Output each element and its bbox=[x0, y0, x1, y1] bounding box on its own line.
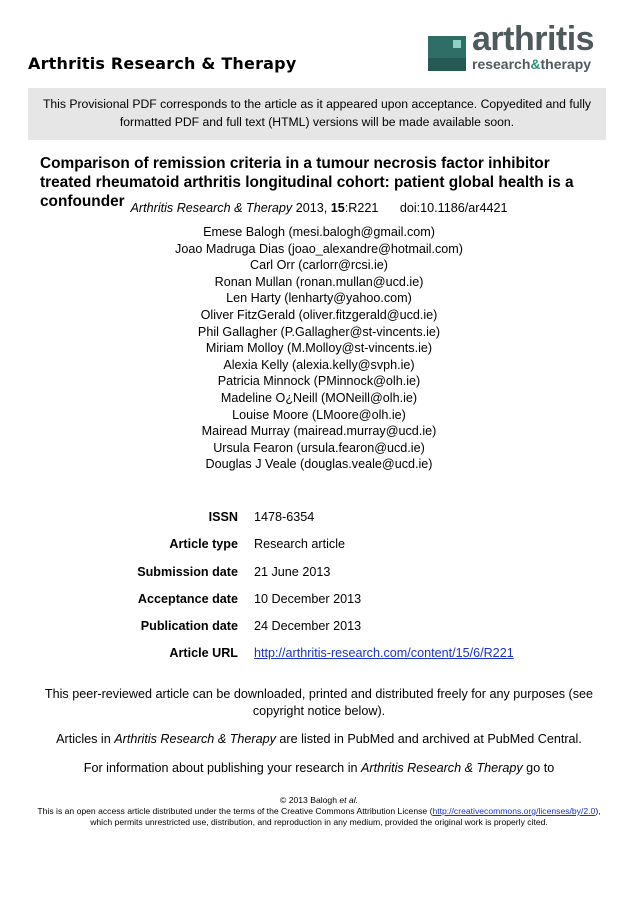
author-list bbox=[0, 224, 638, 473]
meta-row: ISSN 1478-6354 bbox=[208, 510, 315, 524]
journal-name: Arthritis Research & Therapy bbox=[28, 54, 297, 73]
author-item: Oliver FitzGerald (oliver.fitzgerald@ucd.ie) bbox=[200, 307, 438, 322]
meta-row: Article URL http://arthritis-research.com/content/15/6/R221 bbox=[169, 646, 514, 661]
logo-subword: research&therapy bbox=[472, 56, 592, 72]
doi: doi:10.1186/ar4421 bbox=[399, 201, 508, 215]
author-item: Douglas J Veale (douglas.veale@ucd.ie) bbox=[205, 457, 433, 472]
publishing-info: For information about publishing your research in Arthritis Research & Therapy go to bbox=[83, 761, 555, 775]
citation-line: Arthritis Research & Therapy 2013, 15:R221 doi:10.1186/ar4421 bbox=[130, 201, 508, 215]
author-item: Ronan Mullan (ronan.mullan@ucd.ie) bbox=[214, 274, 424, 289]
article-metadata bbox=[0, 510, 638, 674]
article-title: Comparison of remission criteria in a tumour necrosis factor inhibitor treated rheumatoid arthritis longitudinal cohort: patient global health is a confounder bbox=[40, 155, 574, 210]
meta-row: Publication date 24 December 2013 bbox=[140, 619, 362, 634]
author-item: Phil Gallagher (P.Gallagher@st-vincents.ie) bbox=[197, 324, 441, 339]
logo-word: arthritis bbox=[472, 20, 595, 58]
logo-mark-icon bbox=[428, 36, 466, 71]
author-item: Ursula Fearon (ursula.fearon@ucd.ie) bbox=[213, 440, 425, 455]
license-text: This is an open access article distributed under the terms of the Creative Commons Attribution License (http://creativecommons.org/licenses/by/2.0), which permits unrestricted use, distribution, and reproduction in any medium, provided the original work is properly cited. bbox=[37, 806, 601, 827]
citation-journal: Arthritis Research & Therapy bbox=[130, 201, 293, 215]
provisional-notice: This Provisional PDF corresponds to the article as it appeared upon acceptance. Copyedited and fully formatted PDF and full text (HTML) versions will be made available soon. bbox=[28, 88, 606, 140]
author-item: Miriam Molloy (M.Molloy@st-vincents.ie) bbox=[205, 341, 433, 356]
article-url-link[interactable]: http://arthritis-research.com/content/15/6/R221 bbox=[254, 646, 514, 661]
author-item: Patricia Minnock (PMinnock@olh.ie) bbox=[217, 374, 421, 389]
meta-row: Article type Research article bbox=[169, 537, 345, 552]
author-item: Carl Orr (carlorr@rcsi.ie) bbox=[249, 258, 388, 273]
copyright-notice bbox=[0, 795, 638, 828]
author-item: Louise Moore (LMoore@olh.ie) bbox=[232, 407, 406, 422]
peer-reviewed-note: This peer-reviewed article can be downloaded, printed and distributed freely for any purposes (see copyright notice below). bbox=[44, 687, 594, 718]
author-item: Madeline O¿Neill (MONeill@olh.ie) bbox=[220, 390, 418, 405]
author-item: Joao Madruga Dias (joao_alexandre@hotmail.com) bbox=[175, 241, 463, 256]
pubmed-note: Articles in Arthritis Research & Therapy are listed in PubMed and archived at PubMed Central. bbox=[56, 732, 582, 746]
journal-logo bbox=[428, 20, 608, 74]
author-item: Len Harty (lenharty@yahoo.com) bbox=[226, 291, 412, 306]
license-link[interactable]: http://creativecommons.org/licenses/by/2.0 bbox=[432, 806, 596, 816]
author-item: Mairead Murray (mairead.murray@ucd.ie) bbox=[201, 424, 437, 439]
author-item: Emese Balogh (mesi.balogh@gmail.com) bbox=[203, 225, 435, 239]
meta-row: Acceptance date 10 December 2013 bbox=[137, 591, 362, 606]
meta-row: Submission date 21 June 2013 bbox=[137, 564, 331, 579]
author-item: Alexia Kelly (alexia.kelly@svph.ie) bbox=[223, 357, 415, 372]
copyright-line: © 2013 Balogh et al. bbox=[279, 795, 358, 805]
